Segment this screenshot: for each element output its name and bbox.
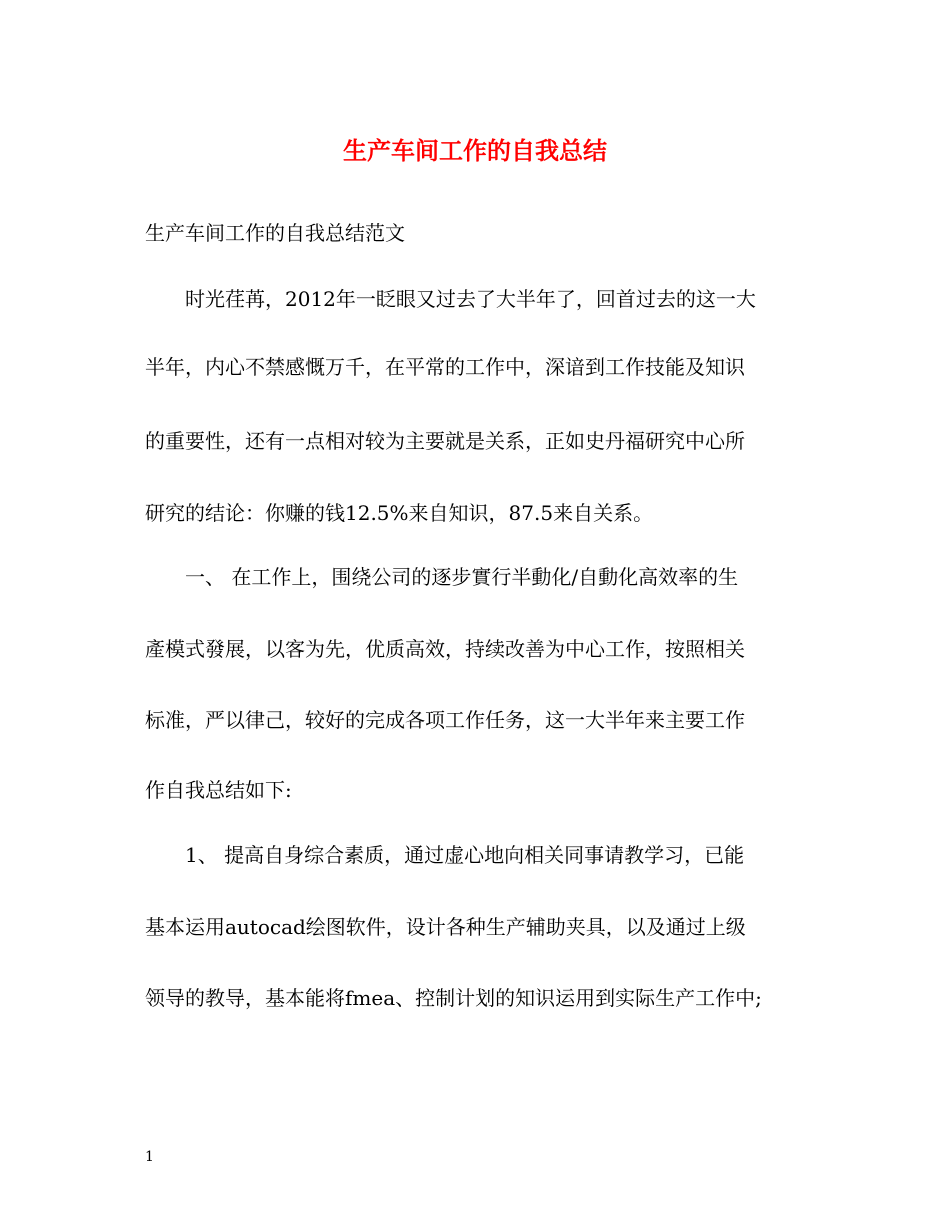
paragraph-line: 一、 在工作上，围绕公司的逐步實行半動化/自動化高效率的生 (185, 565, 739, 589)
paragraph-line: 研究的结论：你赚的钱12.5%来自知识，87.5来自关系。 (145, 501, 654, 525)
paragraph-line: 產模式發展，以客为先，优质高效，持续改善为中心工作，按照相关 (145, 637, 745, 661)
paragraph-line: 基本运用autocad绘图软件，设计各种生产辅助夹具，以及通过上级 (145, 915, 746, 939)
paragraph-line: 半年，内心不禁感慨万千，在平常的工作中，深谙到工作技能及知识 (145, 355, 745, 379)
document-subtitle: 生产车间工作的自我总结范文 (145, 221, 405, 245)
page-title: 生产车间工作的自我总结 (343, 136, 607, 165)
paragraph-line: 作自我总结如下: (145, 778, 292, 802)
paragraph-line: 领导的教导，基本能将fmea、控制计划的知识运用到实际生产工作中; (145, 986, 762, 1010)
paragraph-line: 时光荏苒，2012年一眨眼又过去了大半年了，回首过去的这一大 (185, 287, 756, 311)
page-number: 1 (145, 1149, 154, 1165)
paragraph-line: 标准，严以律己，较好的完成各项工作任务，这一大半年来主要工作 (145, 708, 745, 732)
paragraph-line: 的重要性，还有一点相对较为主要就是关系，正如史丹福研究中心所 (145, 429, 745, 453)
paragraph-line: 1、 提高自身综合素质，通过虚心地向相关同事请教学习，已能 (185, 843, 745, 867)
